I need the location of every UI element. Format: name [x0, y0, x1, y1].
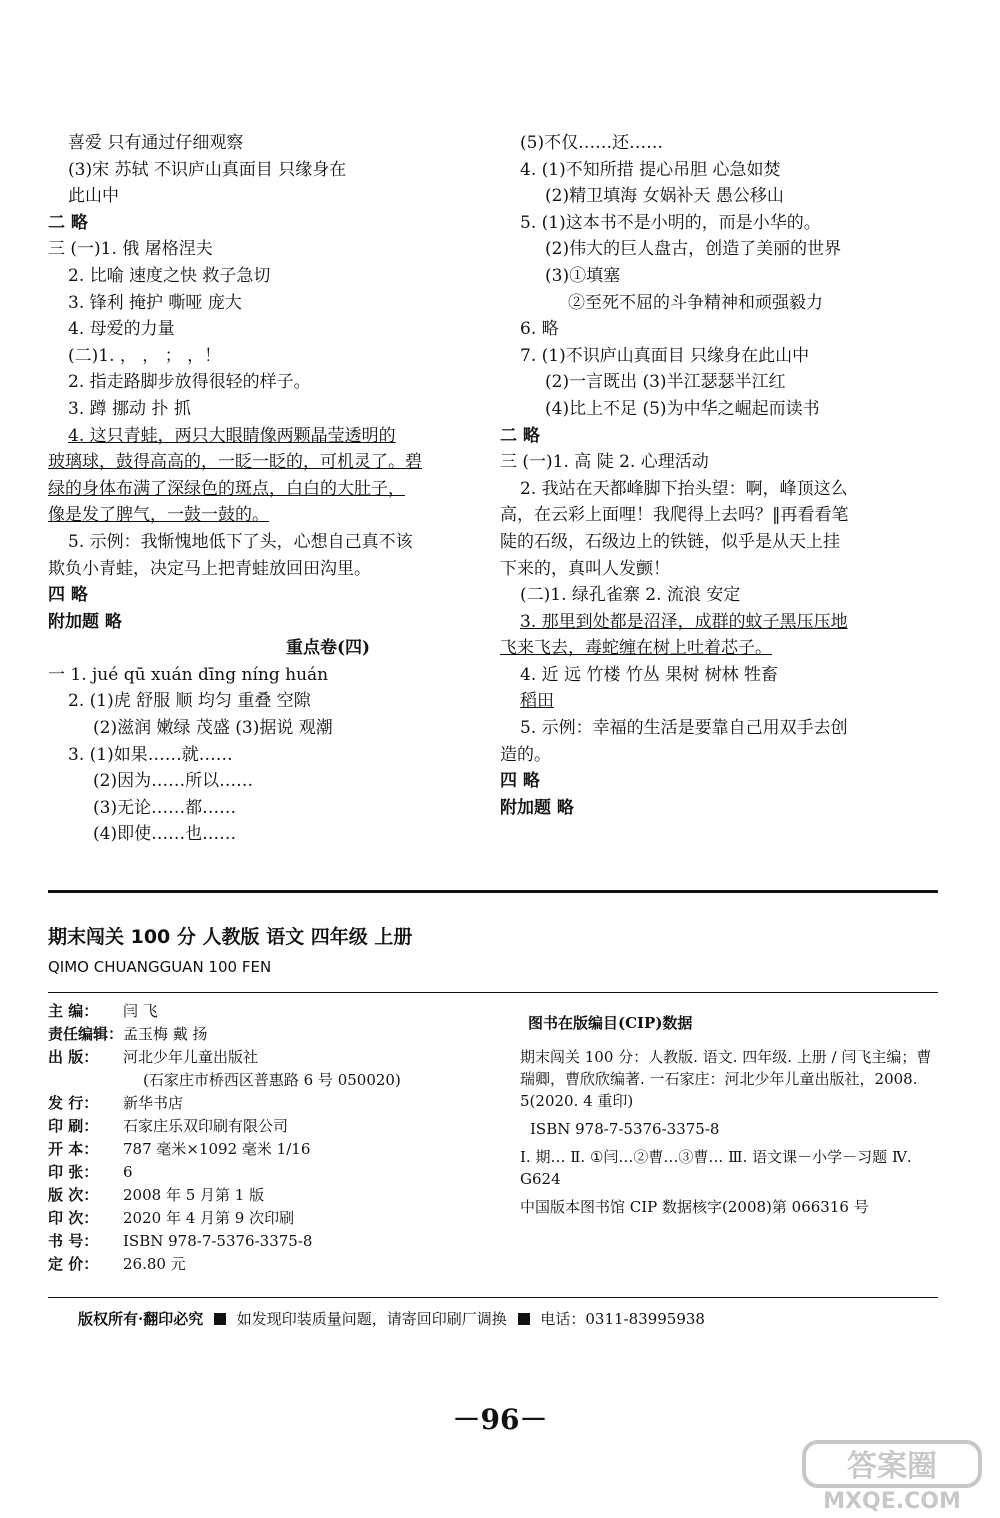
- answer-text: 4. 近 远 竹楼 竹丛 果树 树林 牲畜: [520, 664, 779, 685]
- answer-line: [500, 210, 950, 237]
- answer-line: [500, 502, 950, 529]
- imprint-value: 2020 年 4 月第 9 次印刷: [123, 1209, 295, 1227]
- answer-text: 附加题 略: [500, 797, 574, 818]
- answer-line: [48, 795, 478, 822]
- answer-column-right: [500, 130, 950, 821]
- imprint-value: 2008 年 5 月第 1 版: [123, 1186, 265, 1204]
- square-bullet-icon: [214, 1313, 226, 1325]
- answer-text: 2. 比喻 速度之快 救子急切: [68, 265, 271, 286]
- imprint-row: [48, 1138, 401, 1161]
- answer-text: 此山中: [68, 186, 119, 207]
- imprint-row: [48, 1000, 401, 1023]
- answer-line: [500, 556, 950, 583]
- answer-line: [500, 316, 950, 343]
- answer-line: [48, 556, 478, 583]
- watermark-logo: [800, 1440, 985, 1512]
- imprint-row: [48, 1115, 401, 1138]
- answer-line: [500, 768, 950, 795]
- answer-line: [500, 263, 950, 290]
- imprint-label: 印 刷：: [48, 1117, 99, 1135]
- answer-line: [48, 423, 478, 450]
- answer-line: [48, 821, 478, 848]
- answer-line: [48, 449, 478, 476]
- answer-text: (5)不仅……还……: [520, 133, 664, 153]
- answer-text: 三 (一)1. 俄 屠格涅夫: [48, 239, 213, 260]
- answer-text: 2. (1)虎 舒服 顺 均匀 重叠 空隙: [68, 691, 311, 712]
- answer-text: 二 略: [48, 212, 88, 233]
- copyright-line: [78, 1308, 705, 1329]
- answer-line: [500, 396, 950, 423]
- page-number: －96－: [452, 1403, 548, 1436]
- book-title-pinyin: QIMO CHUANGGUAN 100 FEN: [48, 958, 272, 976]
- answer-column-left: [48, 130, 478, 848]
- answer-text: 高，在云彩上面哩！我爬得上去吗？‖再看看笔: [500, 505, 849, 526]
- answer-text: (3)①填塞: [545, 265, 621, 286]
- answer-line: [48, 476, 478, 503]
- answer-line: [500, 609, 950, 636]
- imprint-value: 787 毫米×1092 毫米 1/16: [123, 1140, 311, 1158]
- imprint-value: 新华书店: [123, 1094, 184, 1112]
- imprint-row: [48, 1161, 401, 1184]
- answer-line: [500, 662, 950, 689]
- answer-line: [500, 290, 950, 317]
- answer-text: 2. 我站在天都峰脚下抬头望：啊，峰顶这么: [520, 478, 848, 499]
- imprint-value: 闫 飞: [123, 1002, 158, 1020]
- answer-text: 欺负小青蛙，决定马上把青蛙放回田沟里。: [48, 558, 371, 579]
- answer-text: 3. 蹲 挪动 扑 抓: [68, 398, 191, 419]
- answer-line: [500, 343, 950, 370]
- copyright-rights: 版权所有·翻印必究: [78, 1310, 204, 1328]
- section-heading: [48, 635, 478, 662]
- cip-data: [520, 1046, 940, 1224]
- answer-text: (2)一言既出 (3)半江瑟瑟半江红: [545, 372, 786, 393]
- copyright-notice: 如发现印装质量问题，请寄回印刷厂调换: [236, 1310, 507, 1328]
- imprint-value: ISBN 978-7-5376-3375-8: [123, 1232, 313, 1250]
- imprint-label: 书 号：: [48, 1232, 99, 1250]
- answer-line: [500, 715, 950, 742]
- answer-line: [500, 742, 950, 769]
- answer-text: 重点卷(四): [285, 638, 371, 659]
- answer-line: [500, 130, 950, 157]
- answer-text: 四 略: [500, 771, 540, 792]
- answer-text: 4. 这只青蛙，两只大眼睛像两颗晶莹透明的: [68, 425, 396, 446]
- imprint-value: 孟玉梅 戴 扬: [123, 1025, 208, 1043]
- answer-line: [500, 183, 950, 210]
- imprint-label: 主 编：: [48, 1002, 99, 1020]
- answer-line: [500, 369, 950, 396]
- answer-text: 二 略: [500, 425, 540, 446]
- imprint-label: 印 张：: [48, 1163, 99, 1181]
- answer-line: [500, 423, 950, 450]
- answer-line: [48, 369, 478, 396]
- answer-line: [48, 210, 478, 237]
- answer-line: [48, 343, 478, 370]
- square-bullet-icon: [518, 1313, 530, 1325]
- imprint-label: 出 版：: [48, 1048, 99, 1066]
- answer-line: [48, 715, 478, 742]
- cip-classification: Ⅰ. 期… Ⅱ. ①闫…②曹…③曹… Ⅲ. 语文课－小学－习题 Ⅳ. G624: [520, 1148, 912, 1188]
- imprint-row: [48, 1069, 401, 1092]
- imprint-row: [48, 1230, 401, 1253]
- answer-text: 2. 指走路脚步放得很轻的样子。: [68, 372, 311, 393]
- imprint-value: 26.80 元: [123, 1255, 186, 1273]
- imprint-label: 发 行：: [48, 1094, 99, 1112]
- cip-isbn: ISBN 978-7-5376-3375-8: [530, 1120, 720, 1138]
- answer-text: 5. 示例：幸福的生活是要靠自己用双手去创: [520, 718, 848, 739]
- answer-line: [48, 130, 478, 157]
- cip-catalog-entry: 期末闯关 100 分：人教版. 语文. 四年级. 上册 / 闫飞主编；曹瑞卿，曹欣欣编著. 一石家庄：河北少年儿童出版社，2008. 5(2020. 4 重印): [520, 1048, 932, 1110]
- answer-text: 4. (1)不知所措 提心吊胆 心急如焚: [520, 159, 781, 180]
- answer-text: 5. (1)这本书不是小明的，而是小华的。: [520, 212, 821, 233]
- answer-text: 玻璃球，鼓得高高的，一眨一眨的，可机灵了。碧: [48, 452, 422, 473]
- answer-line: [48, 662, 478, 689]
- imprint-row: [48, 1092, 401, 1115]
- answer-line: [48, 157, 478, 184]
- answer-text: 造的。: [500, 744, 551, 765]
- answer-line: [500, 688, 950, 715]
- imprint-label: 版 次：: [48, 1186, 99, 1204]
- answer-text: (4)比上不足 (5)为中华之崛起而读书: [545, 398, 820, 419]
- answer-text: ②至死不屈的斗争精神和顽强毅力: [568, 292, 823, 313]
- cip-record-number: 中国版本图书馆 CIP 数据核字(2008)第 066316 号: [520, 1198, 869, 1216]
- answer-text: (二)1. ， ， ； ，！: [68, 345, 222, 366]
- answer-line: [48, 742, 478, 769]
- answer-text: 3. (1)如果……就……: [68, 744, 233, 765]
- answer-text: 5. 示例：我惭愧地低下了头，心想自己真不该: [68, 531, 413, 552]
- imprint-label: 开 本：: [48, 1140, 99, 1158]
- imprint-bottom-rule: [48, 1297, 938, 1298]
- answer-line: [500, 529, 950, 556]
- imprint-row: [48, 1207, 401, 1230]
- imprint-value: 河北少年儿童出版社: [123, 1048, 259, 1066]
- answer-text: (2)滋润 嫩绿 茂盛 (3)据说 观潮: [93, 718, 333, 739]
- answer-text: 绿的身体布满了深绿色的斑点，白白的大肚子，: [48, 478, 405, 499]
- answer-line: [500, 635, 950, 662]
- answer-line: [500, 236, 950, 263]
- answer-line: [500, 449, 950, 476]
- answer-line: [48, 529, 478, 556]
- imprint-row: [48, 1253, 401, 1276]
- answer-text: 四 略: [48, 585, 88, 606]
- watermark-text-bottom: MXQE.COM: [823, 1489, 961, 1512]
- answer-text: 下来的，真叫人发颤！: [500, 558, 670, 579]
- answer-text: (2)伟大的巨人盘古，创造了美丽的世界: [545, 239, 842, 260]
- answer-text: 7. (1)不识庐山真面目 只缘身在此山中: [520, 345, 810, 366]
- answer-line: [500, 476, 950, 503]
- copyright-phone: 电话：0311-83995938: [540, 1310, 705, 1328]
- imprint-value: (石家庄市桥西区普惠路 6 号 050020): [143, 1071, 401, 1089]
- answer-text: (二)1. 绿孔雀寨 2. 流浪 安定: [520, 585, 741, 606]
- section-divider: [48, 890, 938, 893]
- answer-line: [48, 290, 478, 317]
- answer-line: [500, 795, 950, 822]
- answer-text: 6. 略: [520, 319, 559, 340]
- imprint-label: 定 价：: [48, 1255, 99, 1273]
- imprint-top-rule: [48, 992, 938, 993]
- answer-text: (4)即使……也……: [93, 824, 237, 845]
- imprint-value: 石家庄乐双印刷有限公司: [123, 1117, 289, 1135]
- answer-text: 3. 那里到处都是沼泽，成群的蚊子黑压压地: [520, 611, 848, 632]
- answer-text: 4. 母爱的力量: [68, 319, 175, 340]
- imprint-label: 印 次：: [48, 1209, 99, 1227]
- answer-text: (2)精卫填海 女娲补天 愚公移山: [545, 186, 784, 207]
- imprint-label: 责任编辑：: [48, 1025, 124, 1043]
- answer-line: [48, 502, 478, 529]
- answer-line: [500, 582, 950, 609]
- answer-line: [48, 263, 478, 290]
- answer-line: [48, 688, 478, 715]
- answer-text: 陡的石级，石级边上的铁链，似乎是从天上挂: [500, 531, 840, 552]
- answer-text: (2)因为……所以……: [93, 771, 254, 792]
- answer-line: [500, 157, 950, 184]
- answer-text: (3)宋 苏轼 不识庐山真面目 只缘身在: [68, 159, 347, 180]
- answer-line: [48, 316, 478, 343]
- answer-line: [48, 609, 478, 636]
- answer-text: 飞来飞去，毒蛇缠在树上吐着芯子。: [500, 638, 772, 659]
- imprint-info: [48, 1000, 401, 1276]
- answer-line: [48, 236, 478, 263]
- imprint-value: 6: [123, 1163, 133, 1181]
- book-title: 期末闯关 100 分 人教版 语文 四年级 上册: [48, 926, 413, 948]
- cip-title: 图书在版编目(CIP)数据: [528, 1014, 693, 1032]
- watermark-text-top: 答案圈: [847, 1449, 937, 1484]
- imprint-row: [48, 1184, 401, 1207]
- answer-text: 3. 锋利 掩护 嘶哑 庞大: [68, 292, 242, 313]
- answer-text: 三 (一)1. 高 陡 2. 心理活动: [500, 452, 709, 473]
- imprint-row: [48, 1046, 401, 1069]
- imprint-row: [48, 1023, 401, 1046]
- answer-text: 稻田: [520, 691, 554, 712]
- answer-text: (3)无论……都……: [93, 797, 237, 818]
- answer-text: 像是发了脾气，一鼓一鼓的。: [48, 505, 269, 526]
- answer-line: [48, 582, 478, 609]
- answer-text: 一 1. jué qū xuán dīng níng huán: [48, 664, 329, 685]
- answer-line: [48, 768, 478, 795]
- answer-text: 附加题 略: [48, 611, 122, 632]
- answer-text: 喜爱 只有通过仔细观察: [68, 133, 244, 153]
- answer-line: [48, 183, 478, 210]
- answer-line: [48, 396, 478, 423]
